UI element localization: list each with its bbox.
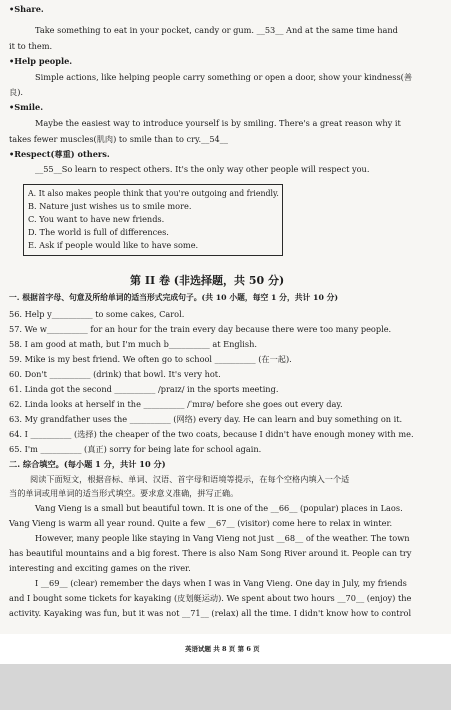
passage-line-8: activity. Kayaking was fun, but it was not __71__ (relax) all the time. I didn't know how to control: [9, 608, 412, 618]
option-a: A. It also makes people think that you're outgoing and friendly.: [28, 188, 279, 198]
passage-line-5: interesting and exciting games on the river.: [9, 563, 191, 573]
help-line-1: Simple actions, like helping people carry something or open a door, show your kindness(善: [35, 72, 413, 82]
option-d: D. The world is full of differences.: [28, 227, 169, 237]
smile-heading: •Smile.: [9, 102, 44, 112]
part2-instructions: 二. 综合填空。(每小题 1 分，共计 10 分): [9, 459, 166, 469]
passage-line-4: has beautiful mountains and a big forest. There is also Nam Song River around it. People can try: [9, 548, 412, 558]
passage-line-3: However, many people like staying in Vang Vieng not just __68__ of the weather. The town: [35, 533, 410, 543]
passage-line-7: and I bought some tickets for kayaking (皮划艇运动). We spent about two hours __70__ (enjoy) the: [9, 593, 412, 603]
passage-line-1: Vang Vieng is a small but beautiful town. It is one of the __66__ (popular) places in Laos.: [35, 503, 403, 513]
item-65: 65. I'm __________ (真正) sorry for being late for school again.: [9, 444, 262, 454]
item-56: 56. Help y__________ to some cakes, Carol.: [9, 309, 185, 319]
respect-heading: •Respect(尊重) others.: [9, 149, 110, 159]
background-strip: [0, 664, 451, 710]
page-footer-strip: [0, 634, 451, 664]
share-line-2: it to them.: [9, 41, 53, 51]
part1-instructions: 一. 根据首字母、句意及所给单词的适当形式完成句子。(共 10 小题，每空 1 分，共计 10 分): [9, 293, 339, 302]
option-c: C. You want to have new friends.: [28, 214, 165, 224]
passage-line-2: Vang Vieng is warm all year round. Quite a few __67__ (visitor) come here to relax in winter.: [9, 518, 393, 528]
page-footer: 英语试题 共 8 页 第 6 页: [185, 645, 260, 653]
part2-desc-line-1: 阅读下面短文，根据音标、单词、汉语、首字母和语境等提示，在每个空格内填入一个适: [30, 474, 350, 484]
smile-line-1: Maybe the easiest way to introduce yourself is by smiling. There's a great reason why it: [35, 118, 401, 128]
help-heading: •Help people.: [9, 56, 73, 66]
item-57: 57. We w__________ for an hour for the train every day because there were too many people.: [9, 324, 392, 334]
item-60: 60. Don't __________ (drink) that bowl. It's very hot.: [9, 369, 221, 379]
share-line-1: Take something to eat in your pocket, candy or gum. __53__ And at the same time hand: [35, 25, 398, 35]
section-title: 第 II 卷 (非选择题，共 50 分): [130, 274, 285, 287]
part2-desc-line-2: 当的单词或用单词的适当形式填空。要求意义准确，拼写正确。: [9, 488, 239, 498]
share-heading: •Share.: [9, 4, 44, 14]
item-63: 63. My grandfather uses the __________ (网络) every day. He can learn and buy something on it.: [9, 414, 403, 424]
respect-line-1: __55__So learn to respect others. It's the only way other people will respect you.: [35, 164, 370, 174]
item-58: 58. I am good at math, but I'm much b__________ at English.: [9, 339, 257, 349]
item-62: 62. Linda looks at herself in the __________ /ˈmɪrə/ before she goes out every day.: [9, 399, 343, 409]
options-box: [23, 184, 283, 256]
item-59: 59. Mike is my best friend. We often go to school __________ (在一起).: [9, 354, 292, 364]
option-e: E. Ask if people would like to have some.: [28, 240, 199, 250]
option-b: B. Nature just wishes us to smile more.: [28, 201, 192, 211]
smile-line-2: takes fewer muscles(肌肉) to smile than to cry.__54__: [9, 134, 228, 144]
passage-line-6: I __69__ (clear) remember the days when I was in Vang Vieng. One day in July, my friends: [35, 578, 407, 588]
item-64: 64. I __________ (选择) the cheaper of the two coats, because I didn't have enough money with me.: [9, 429, 414, 439]
item-61: 61. Linda got the second __________ /praɪz/ in the sports meeting.: [9, 384, 279, 394]
help-line-2: 良).: [9, 87, 23, 97]
